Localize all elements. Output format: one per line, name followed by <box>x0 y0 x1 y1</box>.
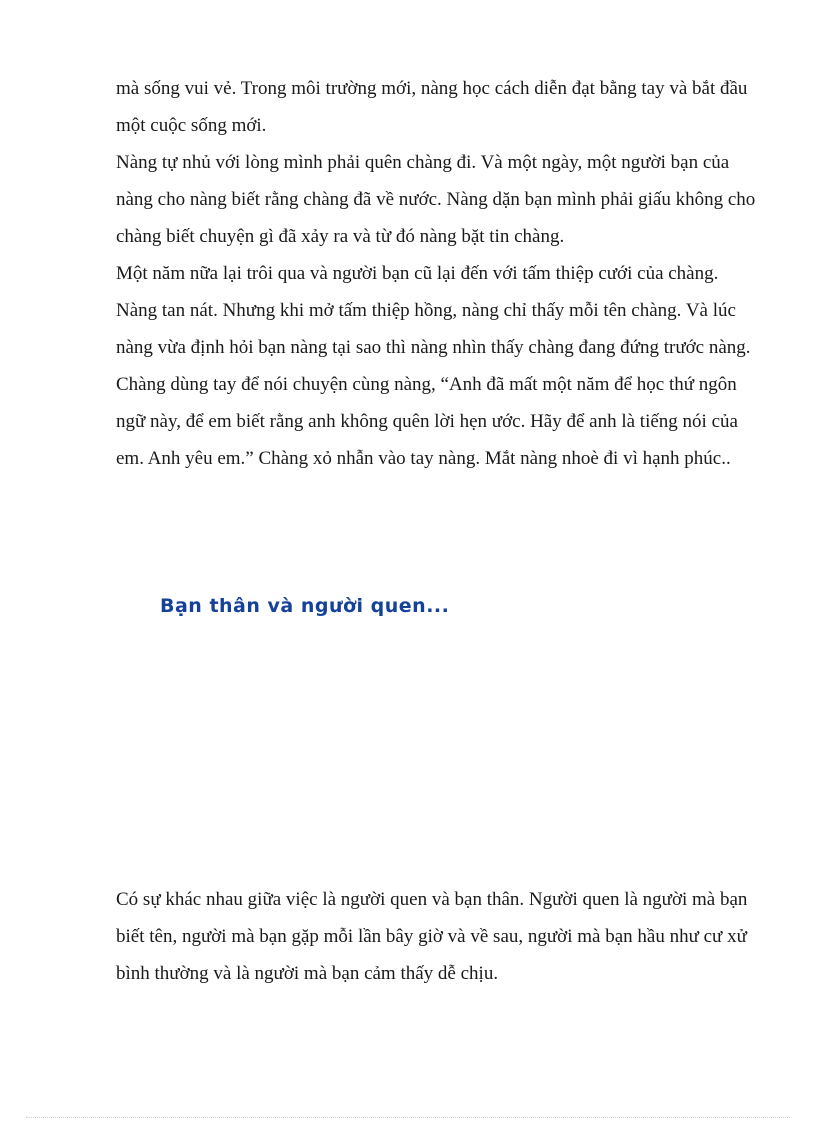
paragraph-4: Chàng dùng tay để nói chuyện cùng nàng, “Anh đã mất một năm để học thứ ngôn ngữ này, để em biết rằng anh không quên lời hẹn ước. Hãy để anh là tiếng nói của em. Anh yêu em.” Chàng xỏ nhẫn vào tay nàng. Mắt nàng nhoè đi vì hạnh phúc.. <box>116 374 738 469</box>
paragraph-1: mà sống vui vẻ. Trong môi trường mới, nàng học cách diễn đạt bằng tay và bắt đầu một cuộc sống mới. <box>116 78 748 136</box>
paragraph-2: Nàng tự nhủ với lòng mình phải quên chàng đi. Và một ngày, một người bạn của nàng cho nàng biết rằng chàng đã về nước. Nàng dặn bạn mình phải giấu không cho chàng biết chuyện gì đã xảy ra và từ đó nàng bặt tin chàng. <box>116 152 756 247</box>
paragraph-3: Một năm nữa lại trôi qua và người bạn cũ lại đến với tấm thiệp cưới của chàng. Nàng tan nát. Nhưng khi mở tấm thiệp hồng, nàng chỉ thấy mỗi tên chàng. Và lúc nàng vừa định hỏi bạn nàng tại sao thì nàng nhìn thấy chàng đang đứng trước nàng. <box>116 263 751 358</box>
page-bottom-divider <box>26 1117 790 1118</box>
section-heading: Bạn thân và người quen... <box>160 595 450 617</box>
paragraph-5: Có sự khác nhau giữa việc là người quen và bạn thân. Người quen là người mà bạn biết tên, người mà bạn gặp mỗi lần bây giờ và về sau, người mà bạn hầu như cư xử bình thường và là người mà bạn cảm thấy dễ chịu. <box>116 889 748 984</box>
section-text-block <box>116 881 756 992</box>
story-text-block <box>116 70 756 477</box>
